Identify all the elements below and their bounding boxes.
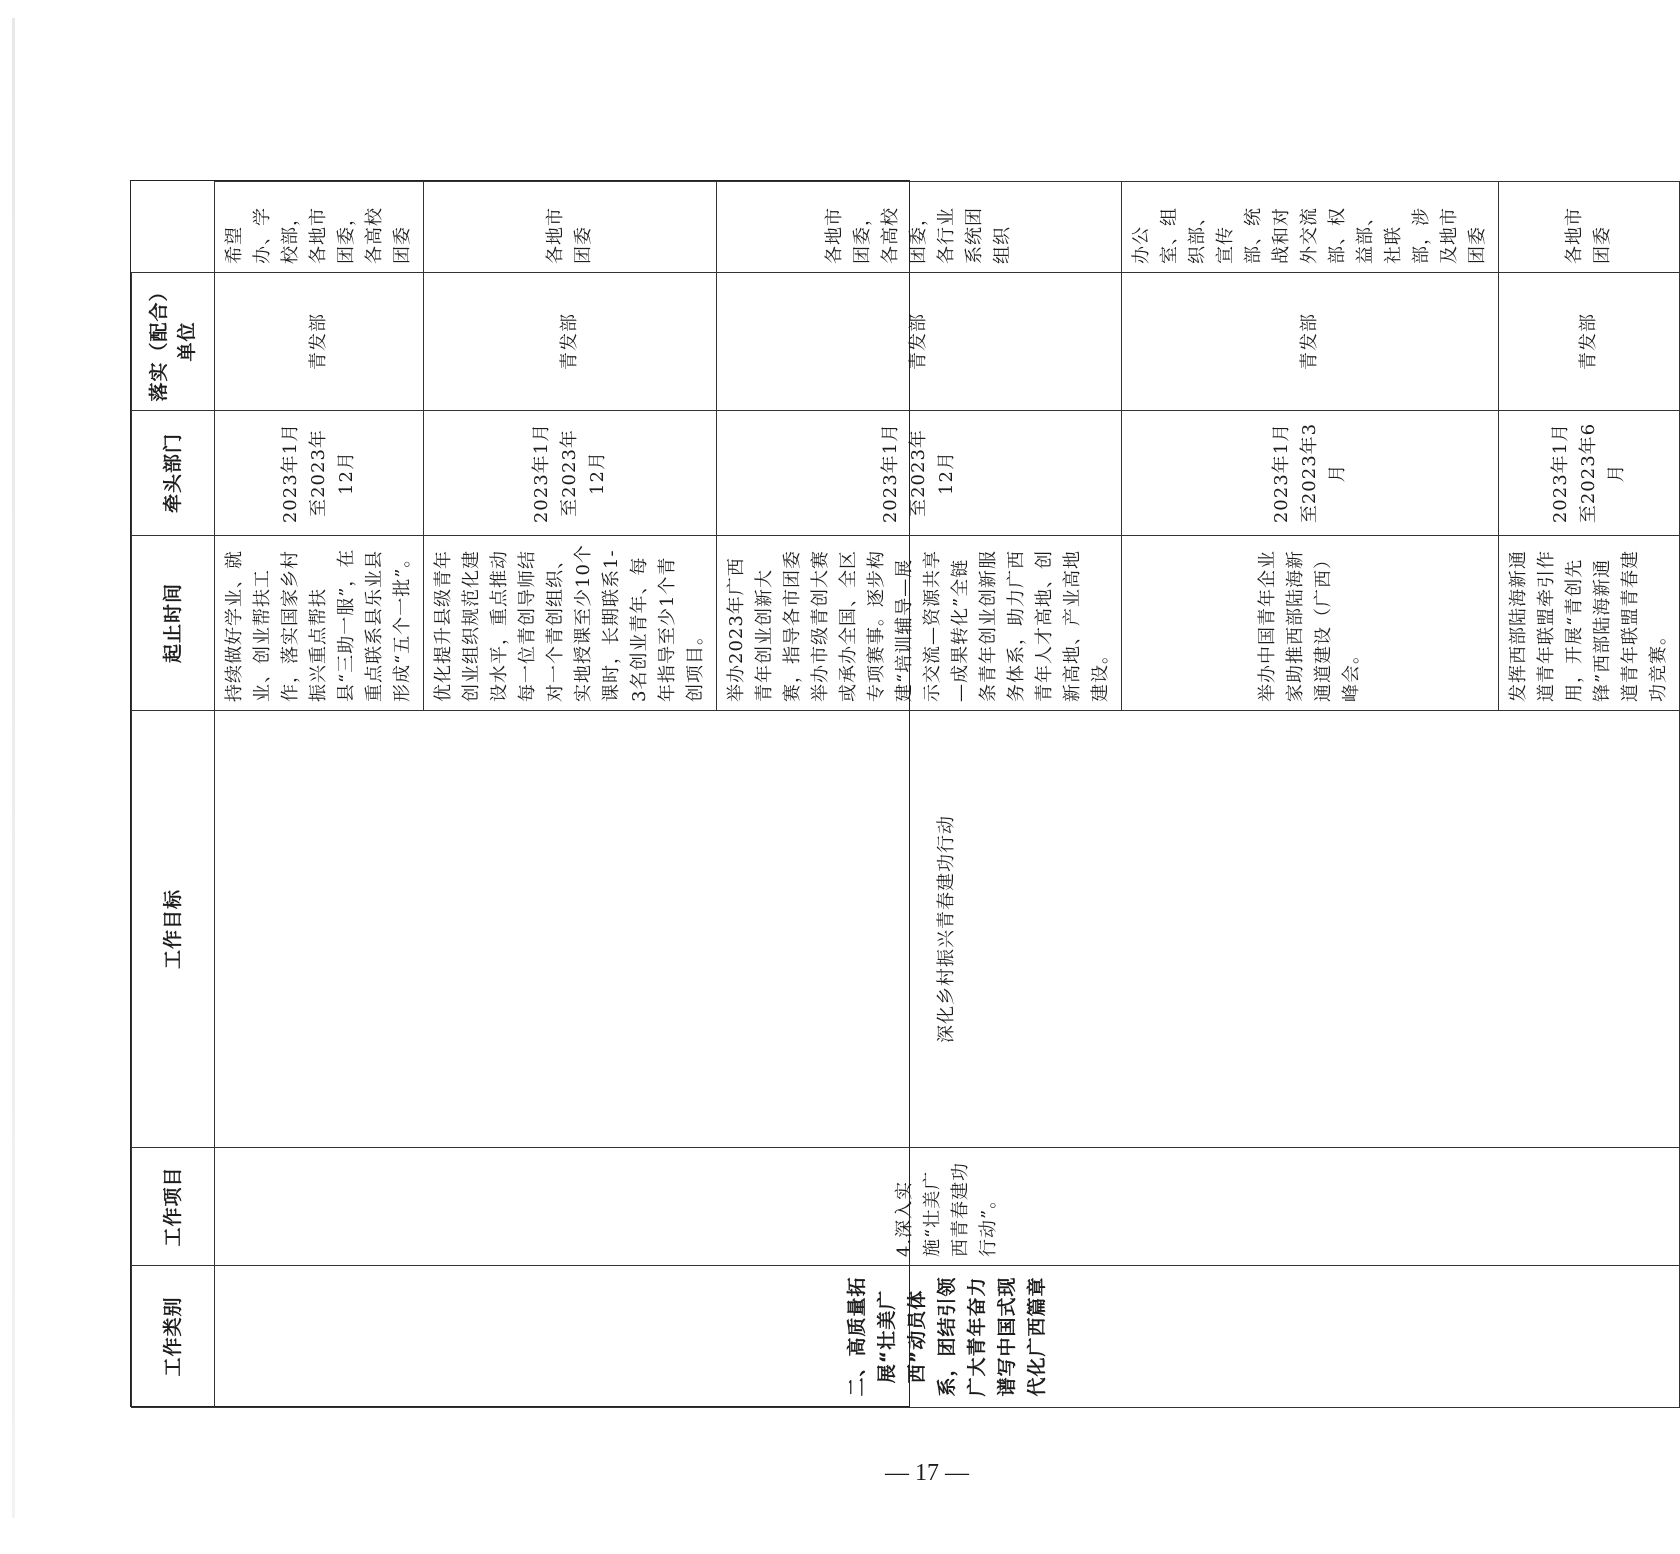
lead-dept-cell: 青发部 — [215, 273, 424, 411]
unit-cell: 办公室、组织部、宣传部、统战和对外交流部、权益部、社联部，涉及地市团委 — [1122, 182, 1499, 273]
project-cell: 深化乡村振兴青春建功行动 — [215, 711, 1680, 1148]
lead-dept-cell: 青发部 — [424, 273, 717, 411]
goal-cell: 优化提升县级青年创业组织规范化建设水平，重点推动每一位青创导师结对一个青创组织、实地授课至少10个课时，长期联系1-3名创业青年、每年指导至少1个青创项目。 — [424, 536, 717, 711]
unit-cell: 各地市团委 — [424, 182, 717, 273]
time-cell: 2023年1月至2023年12月 — [424, 411, 717, 536]
unit-cell: 希望办、学校部，各地市团委，各高校团委 — [215, 182, 424, 273]
time-cell: 2023年1月至2023年12月 — [215, 411, 424, 536]
header-unit: 落实（配合）单位 — [132, 273, 215, 411]
time-cell: 2023年1月至2023年6月 — [1499, 411, 1680, 536]
scan-edge — [12, 18, 15, 1518]
header-row — [132, 182, 215, 1408]
rotated-table-content — [131, 181, 1669, 1408]
table-row — [215, 182, 424, 1408]
lead-dept-cell: 青发部 — [1499, 273, 1680, 411]
goal-cell: 举办中国青年企业家助推西部陆海新通道建设（广西）峰会。 — [1122, 536, 1499, 711]
header-lead-dept: 牵头部门 — [132, 411, 215, 536]
header-time: 起止时间 — [132, 536, 215, 711]
rotated-table-frame — [130, 180, 1669, 1407]
unit-cell: 各地市团委，各高校团委，各行业系统团组织 — [717, 182, 1122, 273]
lead-dept-cell: 青发部 — [1122, 273, 1499, 411]
goal-cell: 举办2023年广西青年创业创新大赛，指导各市团委举办市级青创大赛或承办全国、全区专项赛事。逐步构建“培训辅导—展示交流—资源共享—成果转化”全链条青年创业创新服务体系，助力广西青年人才高地、创新高地、产业高地建设。 — [717, 536, 1122, 711]
header-category: 工作类别 — [132, 1266, 215, 1408]
time-cell: 2023年1月至2023年12月 — [717, 411, 1122, 536]
header-goal: 工作目标 — [132, 711, 215, 1148]
header-project: 工作项目 — [132, 1148, 215, 1266]
unit-cell: 各地市团委 — [1499, 182, 1680, 273]
work-plan-table — [131, 181, 1680, 1408]
lead-dept-cell: 青发部 — [717, 273, 1122, 411]
time-cell: 2023年1月至2023年3月 — [1122, 411, 1499, 536]
sub-category-cell: 4.深入实施“壮美广西青春建功行动”。 — [215, 1148, 1680, 1266]
category-group-cell: 二、高质量拓展“壮美广西”动员体系，团结引领广大青年奋力谱写中国式现代化广西篇章 — [215, 1266, 1680, 1408]
page-number: — 17 — — [885, 1460, 969, 1486]
goal-cell: 持续做好学业、就业、创业帮扶工作，落实国家乡村振兴重点帮扶县“三助一服”，在重点联系县乐业县形成“五个一批”。 — [215, 536, 424, 711]
goal-cell: 发挥西部陆海新通道青年联盟牵引作用，开展“青创先锋”西部陆海新通道青年联盟青春建功竞赛。 — [1499, 536, 1680, 711]
